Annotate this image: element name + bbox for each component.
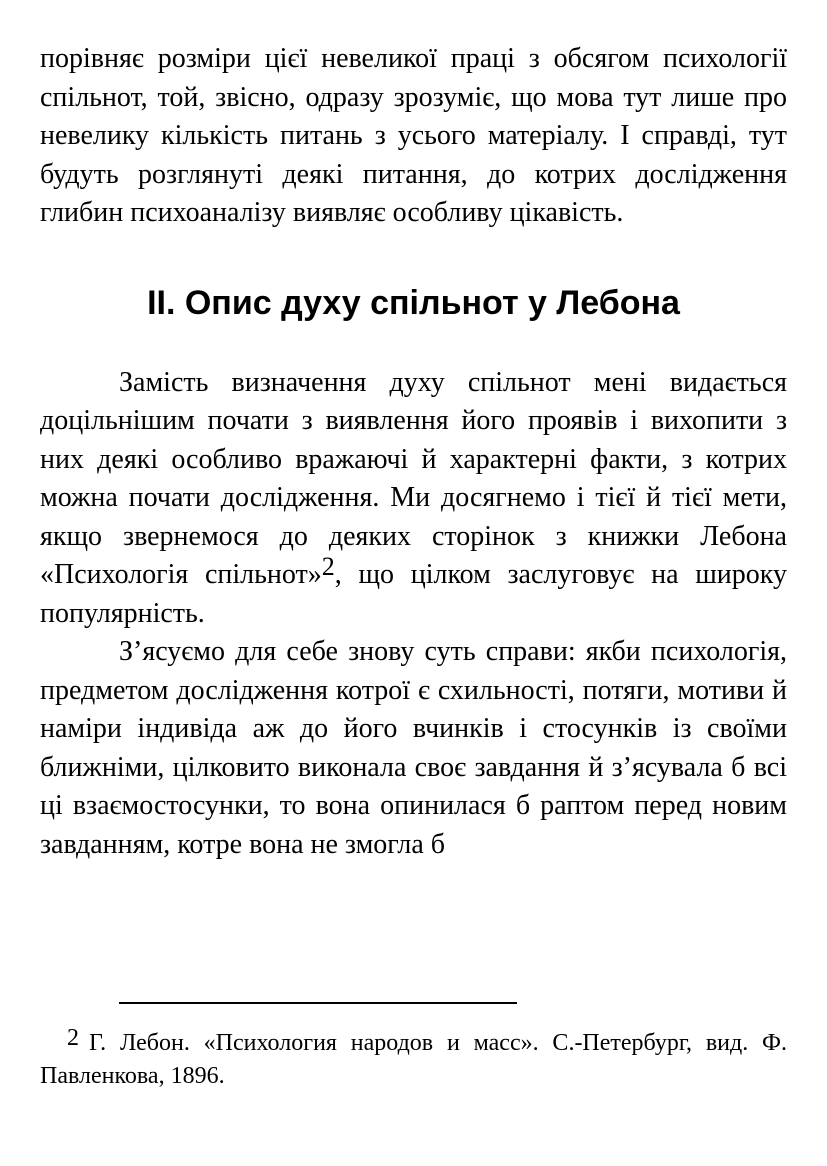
paragraph-1-text-after: , що цілком заслуговує на широку популярність. — [40, 559, 787, 629]
top-paragraph: порівняє розміри цієї невеликої праці з обсягом психології спільнот, той, звісно, одразу зрозуміє, що мова тут лише про невелику кількість питань з усього матеріалу. І справді, тут будуть розглянуті деякі питання, до котрих дослідження глибин психоаналізу виявляє особливу цікавість. — [40, 43, 787, 228]
paragraph-1-text-before: Замість визначення духу спільнот мені видається доцільнішим почати з виявлення його проявів і вихопити з них деякі особливо вражаючі й характерні факти, з котрих можна почати дослідження. Ми досягнемо і тієї й тієї мети, якщо звернемося до деяких сторінок з книжки Лебона «Психологія спільнот» — [40, 366, 787, 590]
paragraph-1 — [40, 364, 787, 634]
footnote-separator — [119, 1002, 517, 1004]
footnote-number: 2 — [67, 1025, 79, 1051]
footnote-text: Г. Лебон. «Психология народов и масс». С.-Петербург, вид. Ф. Павленкова, 1896. — [40, 1030, 787, 1089]
footnote-reference[interactable]: 2 — [321, 552, 335, 581]
page-body — [40, 40, 787, 864]
paragraph-2: З’ясуємо для себе знову суть справи: якби психологія, предметом дослідження котрої є схильності, потяги, мотиви й наміри індивіда аж до його вчинків і стосунків із своїми ближніми, цілковито виконала своє завдання й з’ясувала б всі ці взаємостосунки, то вона опинилася б раптом перед новим завданням, котре вона не змогла б — [40, 636, 787, 860]
section-heading: II. Опис духу спільнот у Лебона — [147, 283, 680, 322]
footnote — [40, 1027, 787, 1093]
